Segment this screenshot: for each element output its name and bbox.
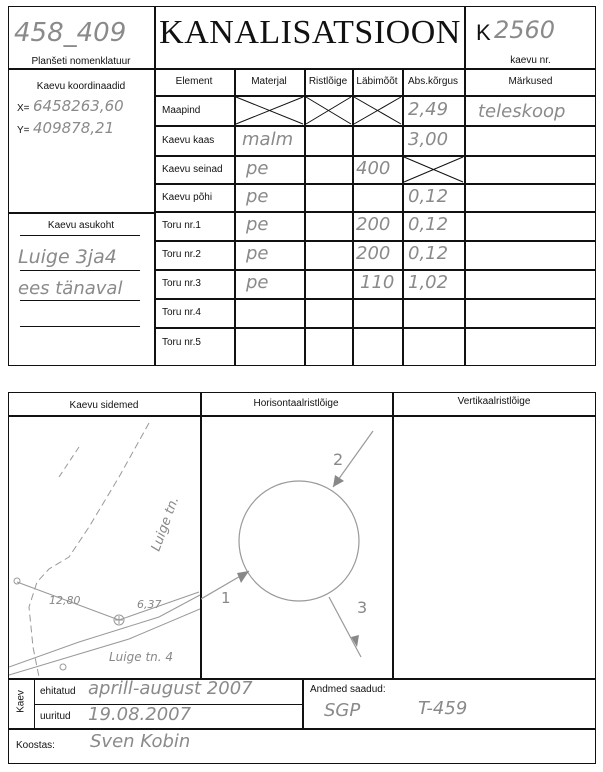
- col-vertical-heading: Vertikaalristlõige: [457, 396, 531, 407]
- x-value: 6458263,60: [33, 97, 124, 115]
- cell-height: 2,49: [408, 99, 449, 120]
- cell-height: 0,12: [408, 214, 449, 235]
- composed-value: Sven Kobin: [90, 731, 191, 752]
- composed-label: Koostas:: [16, 740, 55, 751]
- well-label: kaevu nr.: [510, 55, 551, 66]
- coords-heading: Kaevu koordinaadid: [36, 81, 126, 92]
- well-prefix: K: [476, 20, 491, 45]
- col-ties-heading: Kaevu sidemed: [69, 400, 139, 411]
- cell-diameter: 200: [356, 214, 391, 235]
- street-label-upper: Luige tn.: [148, 494, 183, 554]
- table-row-element: Kaevu seinad: [162, 164, 223, 175]
- data-source-label: Andmed saadud:: [310, 684, 386, 695]
- sheet-number: 458_409: [14, 18, 127, 48]
- table-row-element: Maapind: [162, 105, 201, 116]
- cell-material: pe: [246, 158, 269, 179]
- page-title: KANALISATSIOON: [159, 14, 461, 51]
- table-row-element: Kaevu põhi: [162, 192, 213, 203]
- horizontal-section-sketch: [201, 417, 392, 678]
- cell-diameter: 400: [356, 158, 391, 179]
- cell-diameter: 200: [356, 243, 391, 264]
- header-material: Materjal: [251, 76, 287, 87]
- pipe-label-2: 2: [333, 450, 344, 469]
- location-heading: Kaevu asukoht: [47, 220, 115, 231]
- cell-height: 3,00: [408, 129, 449, 150]
- bottom-col-rule: [392, 392, 394, 678]
- cell-diameter: 110: [360, 272, 395, 293]
- cell-notes: teleskoop: [478, 101, 566, 122]
- street-label-lower: Luige tn. 4: [109, 650, 174, 664]
- ties-sketch: [9, 417, 200, 678]
- x-label: X=: [17, 103, 30, 114]
- data-source-value1: SGP: [324, 700, 361, 721]
- header-cross-section: Ristlõige: [308, 76, 348, 87]
- cell-material: malm: [242, 129, 294, 150]
- location-line2: ees tänaval: [18, 278, 123, 299]
- cell-height: 1,02: [408, 272, 449, 293]
- table-row-element: Toru nr.5: [162, 337, 201, 348]
- cell-material: pe: [246, 243, 269, 264]
- table-row-element: Toru nr.4: [162, 307, 201, 318]
- measured-label: uuritud: [40, 711, 71, 722]
- pipe-label-1: 1: [221, 589, 231, 607]
- cell-material: pe: [246, 214, 269, 235]
- tie-distance-2: 6,37: [137, 598, 162, 611]
- table-row-element: Toru nr.3: [162, 278, 201, 289]
- footer-col-rule: [34, 678, 35, 728]
- footer-side-label: Kaev: [15, 690, 27, 713]
- cell-material: pe: [246, 272, 269, 293]
- y-label: Y=: [17, 125, 30, 136]
- header-diameter: Läbimõõt: [356, 76, 398, 87]
- cell-material: pe: [246, 186, 269, 207]
- pipe-label-3: 3: [357, 598, 368, 617]
- footer-col-rule: [302, 678, 304, 728]
- measured-value: 19.08.2007: [88, 704, 192, 725]
- location-line1: Luige 3ja4: [18, 246, 117, 268]
- header-abs-height: Abs.kõrgus: [407, 76, 459, 87]
- header-notes: Märkused: [508, 76, 553, 87]
- footer-bottom-rule: [8, 728, 596, 730]
- col-horizontal-heading: Horisontaalristlõige: [253, 398, 339, 409]
- y-value: 409878,21: [33, 119, 115, 137]
- header-element: Element: [175, 76, 213, 87]
- well-number: 2560: [494, 16, 556, 44]
- built-value: aprill-august 2007: [88, 678, 253, 699]
- sheet-label: Planšeti nomenklatuur: [31, 56, 131, 67]
- data-source-value2: T-459: [418, 698, 468, 719]
- crossed-cells: [0, 0, 603, 370]
- table-row-element: Toru nr.2: [162, 249, 201, 260]
- cell-height: 0,12: [408, 243, 449, 264]
- cell-height: 0,12: [408, 186, 449, 207]
- tie-distance-1: 12,80: [49, 594, 81, 607]
- table-row-element: Kaevu kaas: [162, 135, 215, 146]
- built-label: ehitatud: [40, 686, 76, 697]
- table-row-element: Toru nr.1: [162, 220, 201, 231]
